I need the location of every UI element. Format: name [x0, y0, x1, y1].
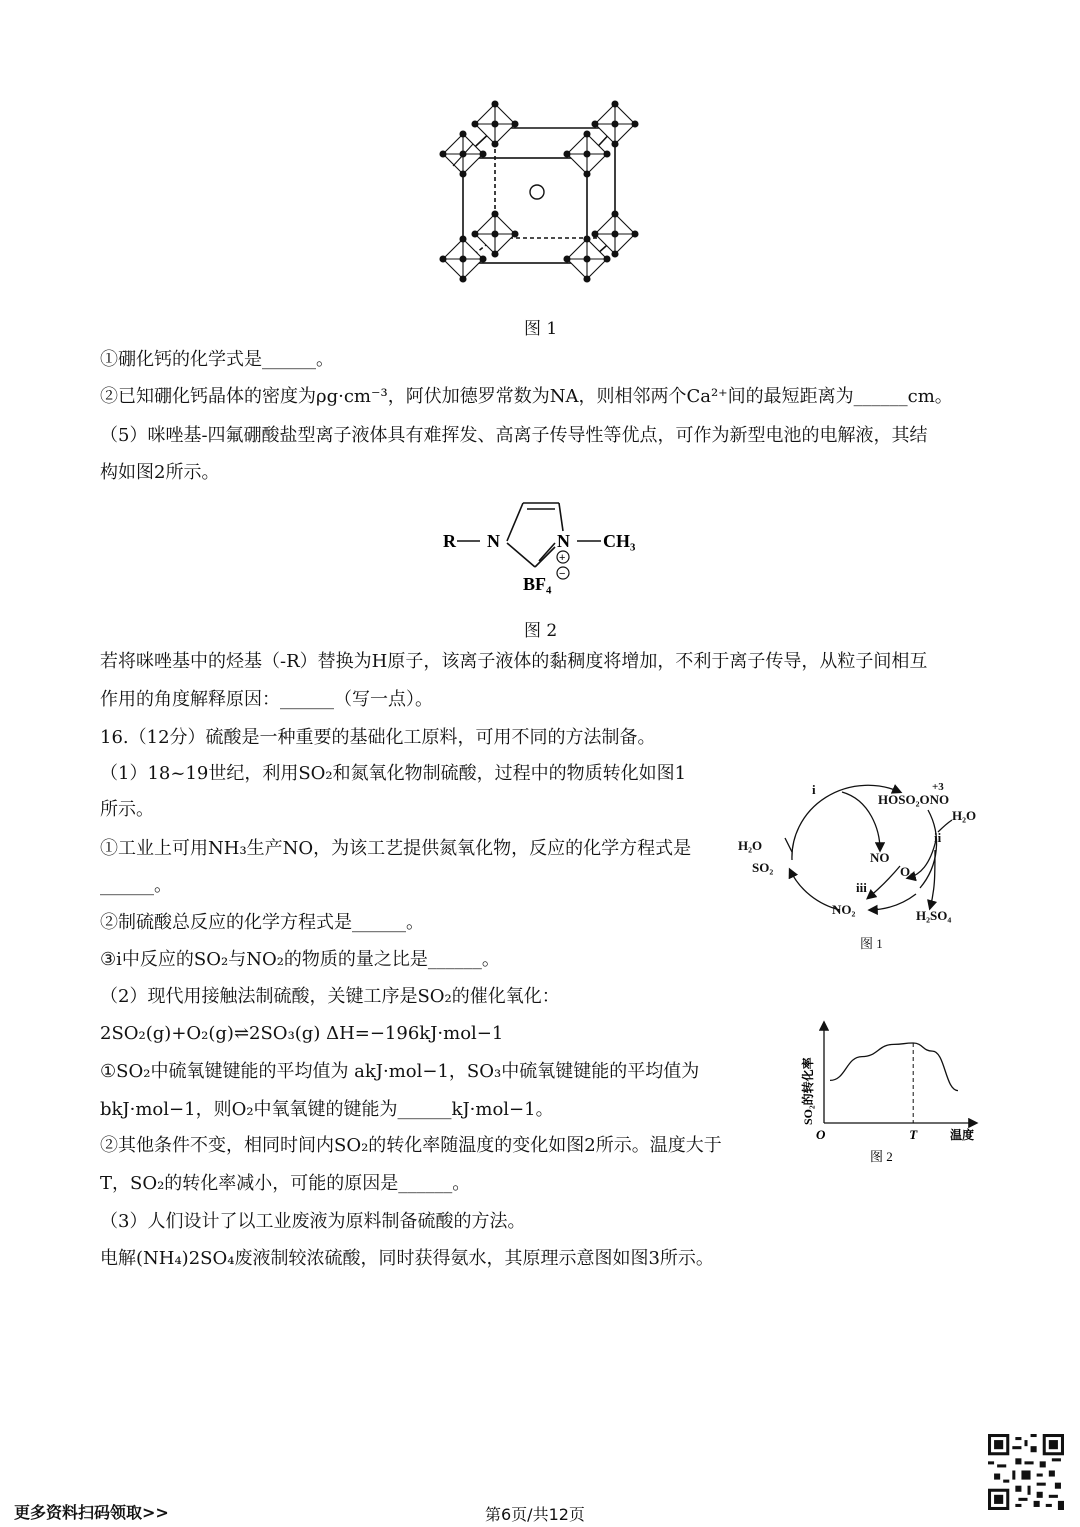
- conversion-cycle-figure: [730, 770, 990, 960]
- crystal-structure-figure: [425, 80, 655, 295]
- so2-label: SO₂: [752, 860, 774, 875]
- question-16-2: （2）现代用接触法制硫酸，关键工序是SO₂的催化氧化：: [100, 986, 560, 1007]
- x-axis-label: 温度: [950, 1128, 975, 1142]
- footer-promo-text[interactable]: 更多资料扫码领取>>: [14, 1503, 169, 1522]
- series-line: [830, 1043, 958, 1091]
- question-16-3: （3）人们设计了以工业废液为原料制备硫酸的方法。: [100, 1211, 526, 1232]
- chart-caption: 图 2: [870, 1149, 893, 1164]
- o2-label: O₂: [900, 864, 915, 879]
- plus-charge: +: [559, 552, 566, 564]
- question-16-1-cont: 所示。: [100, 799, 154, 820]
- question-4-1: ①硼化钙的化学式是______。: [100, 349, 334, 370]
- r-group-label: R: [443, 531, 456, 551]
- x-tick-label: T: [909, 1127, 918, 1142]
- question-5-text-cont: 作用的角度解释原因：______（写一点）。: [100, 689, 433, 710]
- origin-label: O: [816, 1127, 826, 1142]
- question-16-2-a-cont: bkJ·mol−1，则O₂中氧氧键的键能为______kJ·mol−1。: [100, 1099, 554, 1120]
- question-16-2-a: ①SO₂中硫氧键键能的平均值为 akJ·mol−1，SO₃中硫氧键键能的平均值为: [100, 1061, 700, 1082]
- conversion-rate-chart: [790, 1015, 990, 1170]
- h2o-right-label: H₂O: [952, 808, 977, 823]
- question-16-2-b-cont: T，SO₂的转化率减小，可能的原因是______。: [100, 1173, 471, 1194]
- step-ii-label: ii: [934, 830, 942, 845]
- question-16-3-cont: 电解(NH₄)2SO₄废液制较浓硫酸，同时获得氨水，其原理示意图如图3所示。: [100, 1248, 714, 1269]
- h2o-left-label: H₂O: [738, 838, 763, 853]
- step-i-label: i: [812, 782, 816, 797]
- no2-label: NO₂: [832, 902, 856, 917]
- h2so4-label: H₂SO₄: [916, 908, 952, 923]
- ch3-label: CH₃: [603, 531, 636, 551]
- qr-code[interactable]: [988, 1434, 1064, 1510]
- question-16-1-a-blank: ______。: [100, 875, 172, 896]
- question-16-2-equation: 2SO₂(g)+O₂(g)⇌2SO₃(g) ΔH=−196kJ·mol−1: [100, 1023, 504, 1044]
- no-label: NO: [870, 850, 890, 865]
- question-16-1-a: ①工业上可用NH₃生产NO，为该工艺提供氮氧化物，反应的化学方程式是: [100, 838, 692, 859]
- question-16-1-b: ②制硫酸总反应的化学方程式是______。: [100, 912, 424, 933]
- question-5-intro-cont: 构如图2所示。: [100, 462, 220, 483]
- n2-label: N: [557, 531, 570, 551]
- cycle-caption: 图 1: [860, 936, 883, 951]
- hoso2ono-label: HOSO₂ONO: [878, 792, 950, 807]
- question-4-2: ②已知硼化钙晶体的密度为ρg·cm⁻³，阿伏加德罗常数为NA，则相邻两个Ca²⁺间的最短距离为______cm。: [100, 386, 953, 407]
- question-16-1-c: ③ⅰ中反应的SO₂与NO₂的物质的量之比是______。: [100, 949, 500, 970]
- question-16-1: （1）18~19世纪，利用SO₂和氮氧化物制硫酸，过程中的物质转化如图1: [100, 763, 687, 784]
- figure-2-caption: 图 2: [524, 621, 558, 641]
- page-number: 第6页/共12页: [485, 1505, 585, 1524]
- bf4-label: BF₄: [523, 574, 552, 594]
- y-axis-label: SO₂的转化率: [801, 1057, 815, 1125]
- question-5-intro: （5）咪唑基-四氟硼酸盐型离子液体具有难挥发、高离子传导性等优点，可作为新型电池的电解液，其结: [100, 425, 928, 446]
- oxidation-state-label: +3: [932, 781, 944, 793]
- step-iii-label: iii: [856, 880, 867, 895]
- n1-label: N: [487, 531, 500, 551]
- question-16-2-b: ②其他条件不变，相同时间内SO₂的转化率随温度的变化如图2所示。温度大于: [100, 1135, 722, 1156]
- figure-1-caption: 图 1: [524, 319, 558, 339]
- minus-charge: −: [559, 568, 566, 580]
- question-16-title: 16.（12分）硫酸是一种重要的基础化工原料，可用不同的方法制备。: [100, 727, 656, 748]
- question-5-text: 若将咪唑基中的烃基（-R）替换为H原子，该离子液体的黏稠度将增加，不利于离子传导，从粒子间相互: [100, 651, 928, 672]
- imidazolium-structure-figure: [435, 495, 655, 605]
